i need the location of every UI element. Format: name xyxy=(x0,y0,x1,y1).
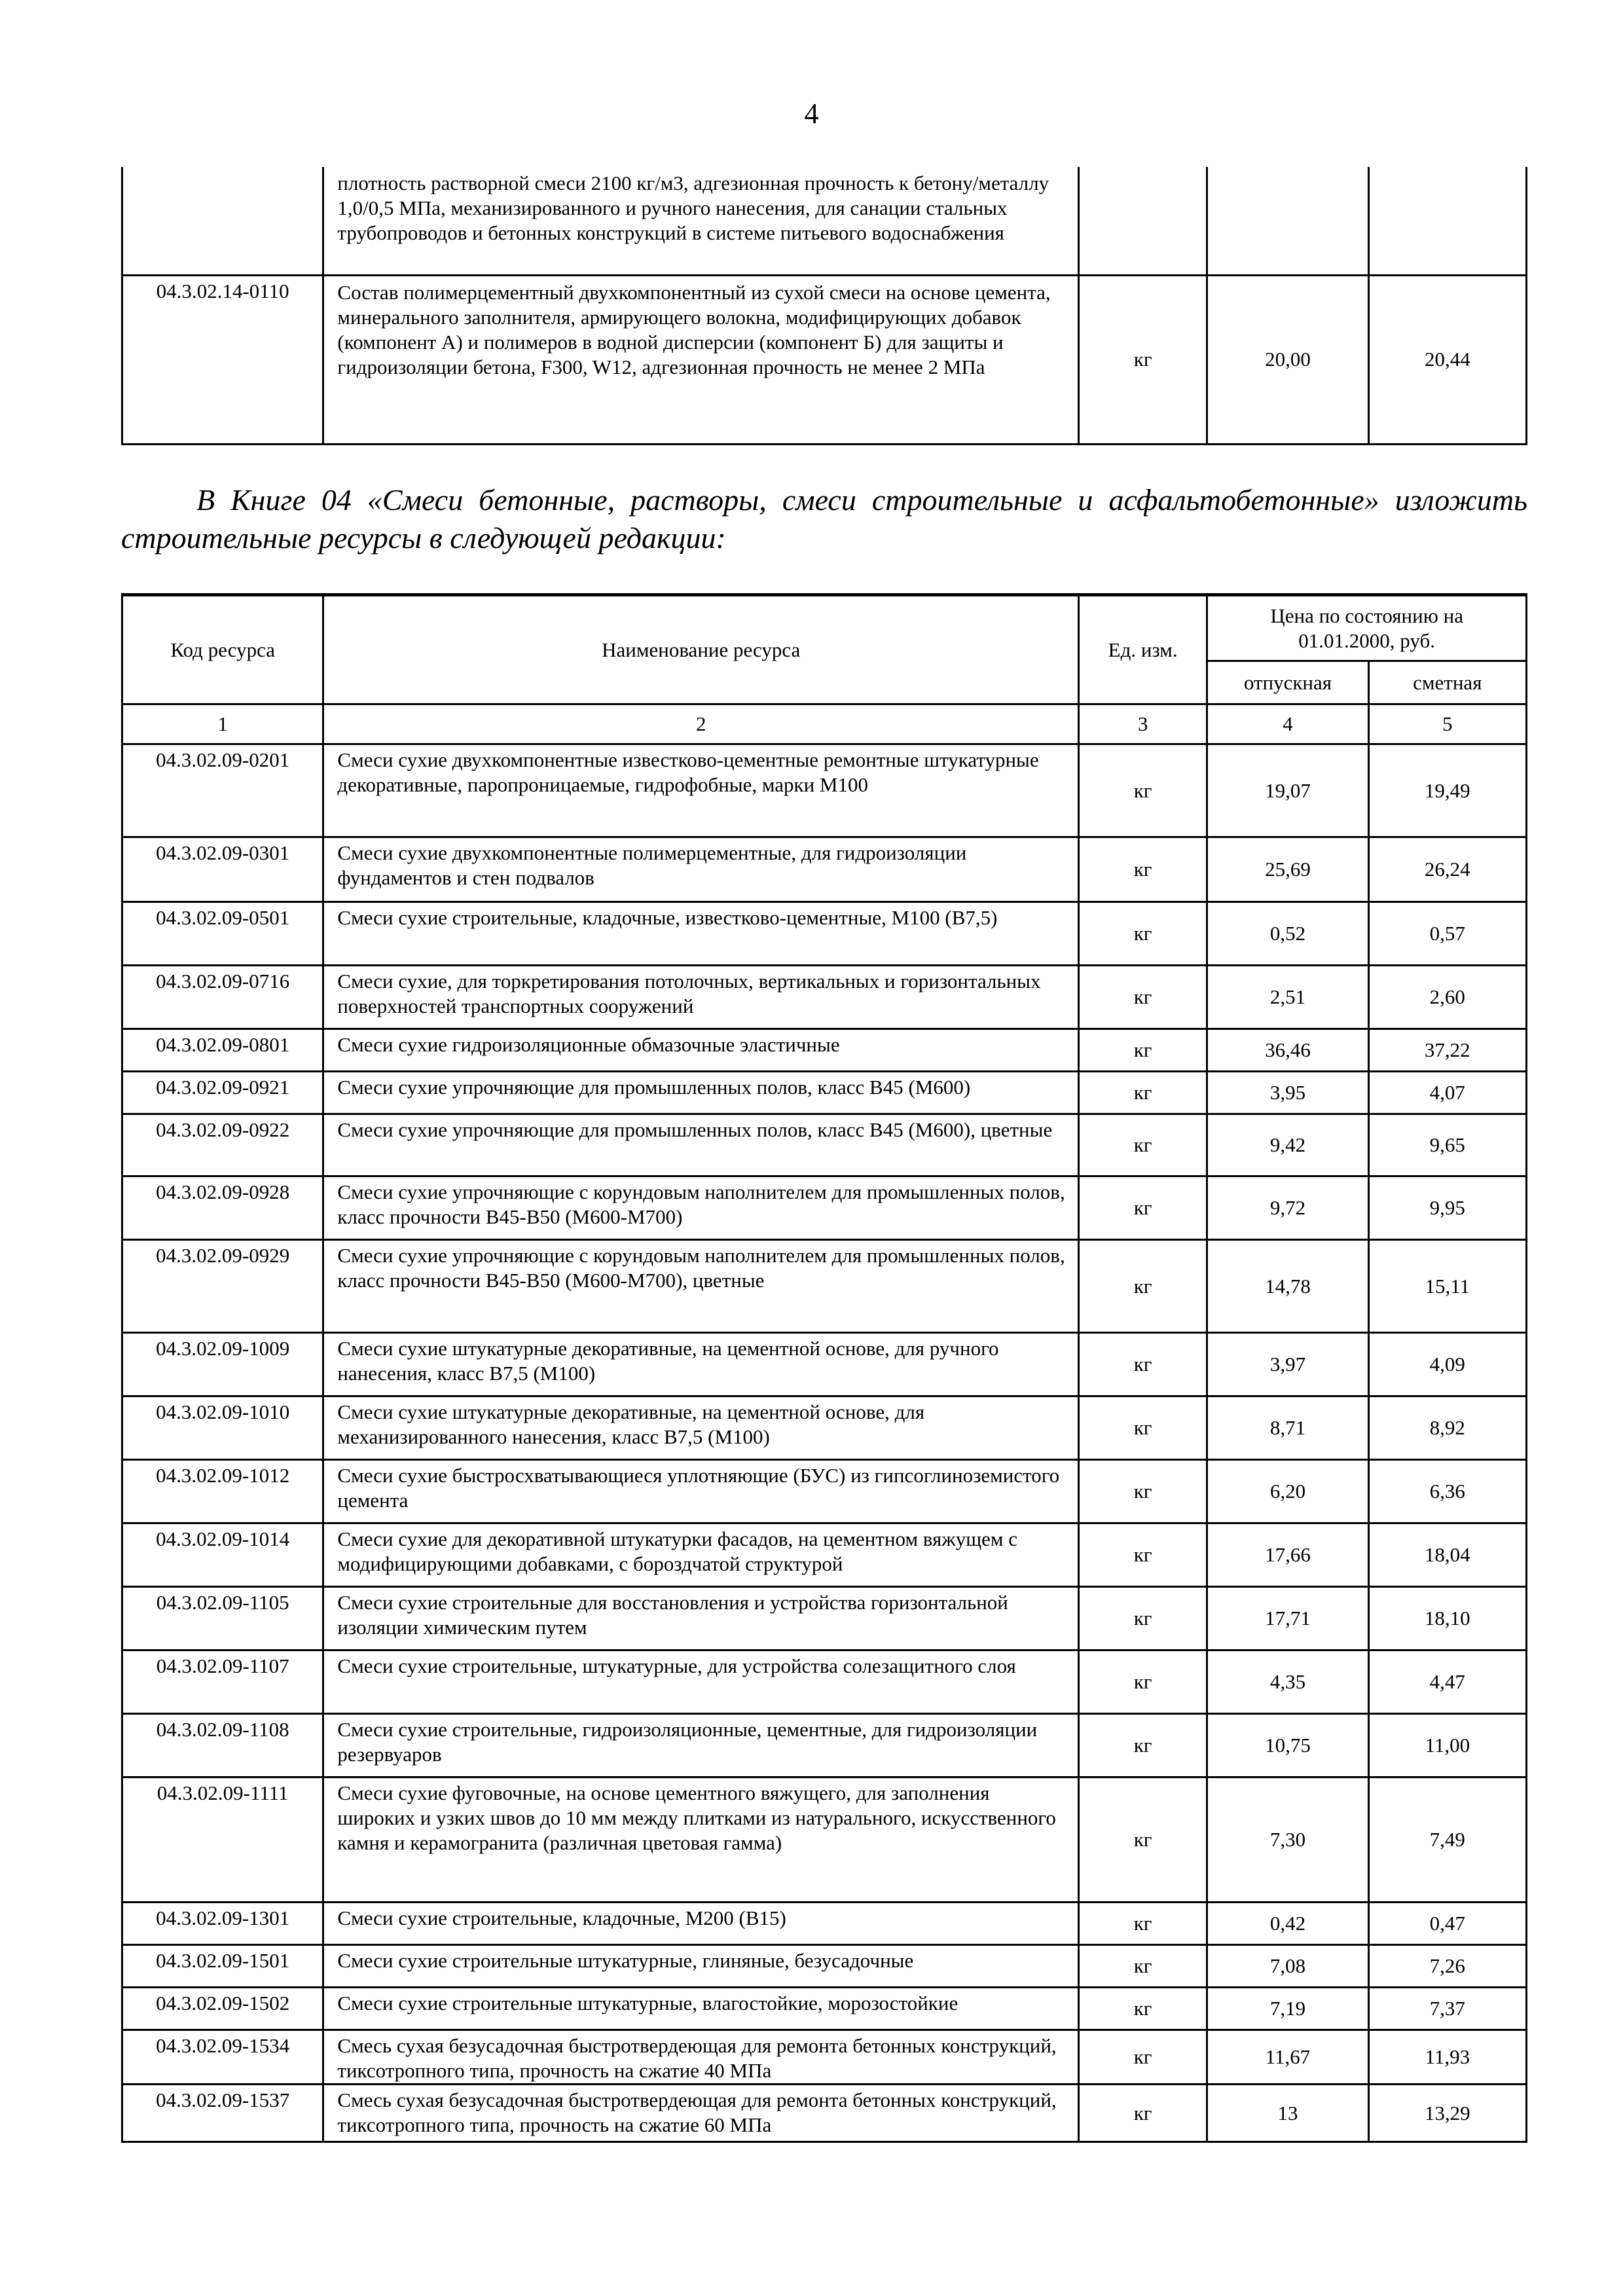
unit-of-measure: кг xyxy=(1079,1460,1207,1523)
unit-of-measure: кг xyxy=(1079,1650,1207,1714)
price-estimate: 11,00 xyxy=(1368,1714,1526,1777)
resource-code: 04.3.02.09-0928 xyxy=(122,1176,323,1240)
resource-code: 04.3.02.09-1537 xyxy=(122,2085,323,2142)
resource-code: 04.3.02.09-1301 xyxy=(122,1903,323,1945)
price-release: 36,46 xyxy=(1207,1029,1368,1072)
resource-name: Смеси сухие фуговочные, на основе цементного вяжущего, для заполнения широких и узких швов до 10 мм между плитками из натурального, искусственного камня и керамогранита (различная цветовая гамма) xyxy=(323,1777,1079,1903)
table-row xyxy=(122,1240,1527,1333)
price-release: 13 xyxy=(1207,2085,1368,2142)
resource-code: 04.3.02.09-1534 xyxy=(122,2030,323,2085)
table-row xyxy=(122,1777,1527,1903)
unit-of-measure: кг xyxy=(1079,1714,1207,1777)
price-estimate: 9,65 xyxy=(1368,1114,1526,1176)
price-release: 8,71 xyxy=(1207,1396,1368,1460)
resource-code: 04.3.02.09-1501 xyxy=(122,1945,323,1988)
price-estimate: 8,92 xyxy=(1368,1396,1526,1460)
resource-code: 04.3.02.09-1502 xyxy=(122,1988,323,2030)
table-row xyxy=(122,1029,1527,1072)
header-price-estimate: сметная xyxy=(1368,661,1526,704)
price-release: 10,75 xyxy=(1207,1714,1368,1777)
unit-of-measure: кг xyxy=(1079,1587,1207,1650)
column-number: 5 xyxy=(1368,704,1526,744)
unit-of-measure: кг xyxy=(1079,2030,1207,2085)
table-row xyxy=(122,1114,1527,1176)
resource-name: Смеси сухие гидроизоляционные обмазочные эластичные xyxy=(323,1029,1079,1072)
table-row xyxy=(122,1176,1527,1240)
resource-name: Смеси сухие, для торкретирования потолочных, вертикальных и горизонтальных поверхностей транспортных сооружений xyxy=(323,966,1079,1029)
continued-resource-table xyxy=(121,167,1527,445)
resource-name: Смеси сухие двухкомпонентные известково-цементные ремонтные штукатурные декоративные, паропроницаемые, гидрофобные, марки М100 xyxy=(323,744,1079,837)
table-row xyxy=(122,902,1527,966)
resource-code: 04.3.02.09-0301 xyxy=(122,837,323,902)
resource-name: Смесь сухая безусадочная быстротвердеющая для ремонта бетонных конструкций, тиксотропного типа, прочность на сжатие 40 МПа xyxy=(323,2030,1079,2085)
resource-name: Смеси сухие упрочняющие для промышленных полов, класс В45 (М600), цветные xyxy=(323,1114,1079,1176)
price-release: 17,71 xyxy=(1207,1587,1368,1650)
table-row xyxy=(122,1396,1527,1460)
resource-code: 04.3.02.09-1108 xyxy=(122,1714,323,1777)
price-release: 2,51 xyxy=(1207,966,1368,1029)
price-estimate: 0,47 xyxy=(1368,1903,1526,1945)
resource-code xyxy=(122,167,323,275)
table-row xyxy=(122,2085,1527,2142)
resource-name: Смеси сухие строительные штукатурные, глиняные, безусадочные xyxy=(323,1945,1079,1988)
unit-of-measure: кг xyxy=(1079,1240,1207,1333)
resource-name: Смеси сухие упрочняющие с корундовым наполнителем для промышленных полов, класс прочности В45-В50 (М600-М700), цветные xyxy=(323,1240,1079,1333)
table-row xyxy=(122,1945,1527,1988)
price-release: 14,78 xyxy=(1207,1240,1368,1333)
price-release: 17,66 xyxy=(1207,1523,1368,1587)
price-estimate: 7,37 xyxy=(1368,1988,1526,2030)
unit-of-measure: кг xyxy=(1079,837,1207,902)
amendment-instruction: В Книге 04 «Смеси бетонные, растворы, смеси строительные и асфальтобетонные» изложить строительные ресурсы в следующей редакции: xyxy=(121,483,1527,555)
unit-of-measure: кг xyxy=(1079,1333,1207,1396)
column-number: 1 xyxy=(122,704,323,744)
table-row xyxy=(122,1650,1527,1714)
resource-name: Смеси сухие строительные, кладочные, известково-цементные, М100 (В7,5) xyxy=(323,902,1079,966)
unit-of-measure: кг xyxy=(1079,1396,1207,1460)
resource-name: Состав полимерцементный двухкомпонентный из сухой смеси на основе цемента, минерального заполнителя, армирующего волокна, модифицирующих добавок (компонент А) и полимеров в водной дисперсии (компонент Б) для защиты и гидроизоляции бетона, F300, W12, адгезионная прочность не менее 2 МПа xyxy=(323,275,1079,444)
resource-code: 04.3.02.09-1009 xyxy=(122,1333,323,1396)
resource-code: 04.3.02.09-1014 xyxy=(122,1523,323,1587)
table-row xyxy=(122,1714,1527,1777)
table-body xyxy=(122,744,1527,2142)
table-row xyxy=(122,1988,1527,2030)
price-release xyxy=(1207,167,1368,275)
unit-of-measure: кг xyxy=(1079,1903,1207,1945)
unit-of-measure: кг xyxy=(1079,1777,1207,1903)
resource-name: плотность растворной смеси 2100 кг/м3, адгезионная прочность к бетону/металлу 1,0/0,5 МПа, механизированного и ручного нанесения, для санации стальных трубопроводов и бетонных конструкций в системе питьевого водоснабжения xyxy=(323,167,1079,275)
price-estimate: 20,44 xyxy=(1368,275,1526,444)
price-estimate: 18,04 xyxy=(1368,1523,1526,1587)
column-number: 3 xyxy=(1079,704,1207,744)
price-estimate: 19,49 xyxy=(1368,744,1526,837)
price-release: 19,07 xyxy=(1207,744,1368,837)
resource-code: 04.3.02.09-0929 xyxy=(122,1240,323,1333)
price-estimate: 18,10 xyxy=(1368,1587,1526,1650)
column-number: 2 xyxy=(323,704,1079,744)
price-estimate: 6,36 xyxy=(1368,1460,1526,1523)
resource-code: 04.3.02.09-0501 xyxy=(122,902,323,966)
header-unit: Ед. изм. xyxy=(1079,595,1207,704)
unit-of-measure xyxy=(1079,167,1207,275)
price-estimate: 13,29 xyxy=(1368,2085,1526,2142)
unit-of-measure: кг xyxy=(1079,1029,1207,1072)
resource-code: 04.3.02.09-0922 xyxy=(122,1114,323,1176)
unit-of-measure: кг xyxy=(1079,1945,1207,1988)
table-row xyxy=(122,1587,1527,1650)
price-release: 3,97 xyxy=(1207,1333,1368,1396)
price-release: 20,00 xyxy=(1207,275,1368,444)
table-row xyxy=(122,2030,1527,2085)
price-estimate: 26,24 xyxy=(1368,837,1526,902)
price-release: 9,72 xyxy=(1207,1176,1368,1240)
price-release: 7,30 xyxy=(1207,1777,1368,1903)
table-row xyxy=(122,744,1527,837)
resource-code: 04.3.02.09-1105 xyxy=(122,1587,323,1650)
table-row xyxy=(122,275,1527,444)
unit-of-measure: кг xyxy=(1079,275,1207,444)
column-number-row xyxy=(122,704,1527,744)
resource-name: Смеси сухие упрочняющие для промышленных полов, класс В45 (М600) xyxy=(323,1072,1079,1114)
unit-of-measure: кг xyxy=(1079,1523,1207,1587)
resource-name: Смеси сухие двухкомпонентные полимерцементные, для гидроизоляции фундаментов и стен подвалов xyxy=(323,837,1079,902)
resource-name: Смеси сухие быстросхватывающиеся уплотняющие (БУС) из гипсоглиноземистого цемента xyxy=(323,1460,1079,1523)
unit-of-measure: кг xyxy=(1079,1988,1207,2030)
unit-of-measure: кг xyxy=(1079,2085,1207,2142)
header-price-release: отпускная xyxy=(1207,661,1368,704)
resource-name: Смеси сухие строительные, гидроизоляционные, цементные, для гидроизоляции резервуаров xyxy=(323,1714,1079,1777)
continued-table-body xyxy=(122,167,1527,444)
header-name: Наименование ресурса xyxy=(323,595,1079,704)
resource-code: 04.3.02.09-1010 xyxy=(122,1396,323,1460)
unit-of-measure: кг xyxy=(1079,1176,1207,1240)
resource-code: 04.3.02.09-1012 xyxy=(122,1460,323,1523)
price-estimate: 9,95 xyxy=(1368,1176,1526,1240)
price-estimate: 2,60 xyxy=(1368,966,1526,1029)
resource-name: Смеси сухие штукатурные декоративные, на цементной основе, для ручного нанесения, класс В7,5 (М100) xyxy=(323,1333,1079,1396)
resource-name: Смеси сухие штукатурные декоративные, на цементной основе, для механизированного нанесения, класс В7,5 (М100) xyxy=(323,1396,1079,1460)
price-estimate: 4,07 xyxy=(1368,1072,1526,1114)
resource-name: Смеси сухие строительные штукатурные, влагостойкие, морозостойкие xyxy=(323,1988,1079,2030)
resource-name: Смеси сухие упрочняющие с корундовым наполнителем для промышленных полов, класс прочности В45-В50 (М600-М700) xyxy=(323,1176,1079,1240)
price-estimate: 4,47 xyxy=(1368,1650,1526,1714)
table-row xyxy=(122,1460,1527,1523)
table-row xyxy=(122,1072,1527,1114)
price-estimate: 7,49 xyxy=(1368,1777,1526,1903)
page-number: 4 xyxy=(804,98,819,130)
unit-of-measure: кг xyxy=(1079,1114,1207,1176)
resource-code: 04.3.02.14-0110 xyxy=(122,275,323,444)
price-release: 7,19 xyxy=(1207,1988,1368,2030)
resource-name: Смеси сухие строительные, кладочные, М200 (В15) xyxy=(323,1903,1079,1945)
resource-code: 04.3.02.09-0716 xyxy=(122,966,323,1029)
resource-name: Смеси сухие строительные, штукатурные, для устройства солезащитного слоя xyxy=(323,1650,1079,1714)
table-header xyxy=(122,595,1527,744)
unit-of-measure: кг xyxy=(1079,1072,1207,1114)
table-row xyxy=(122,1333,1527,1396)
resource-name: Смеси сухие строительные для восстановления и устройства горизонтальной изоляции химическим путем xyxy=(323,1587,1079,1650)
price-release: 11,67 xyxy=(1207,2030,1368,2085)
price-release: 7,08 xyxy=(1207,1945,1368,1988)
header-price-group: Цена по состоянию на 01.01.2000, руб. xyxy=(1207,595,1527,661)
header-code: Код ресурса xyxy=(122,595,323,704)
table-row xyxy=(122,966,1527,1029)
resource-code: 04.3.02.09-0921 xyxy=(122,1072,323,1114)
price-release: 0,52 xyxy=(1207,902,1368,966)
unit-of-measure: кг xyxy=(1079,902,1207,966)
price-release: 9,42 xyxy=(1207,1114,1368,1176)
price-release: 3,95 xyxy=(1207,1072,1368,1114)
price-release: 0,42 xyxy=(1207,1903,1368,1945)
resource-name: Смесь сухая безусадочная быстротвердеющая для ремонта бетонных конструкций, тиксотропного типа, прочность на сжатие 60 МПа xyxy=(323,2085,1079,2142)
unit-of-measure: кг xyxy=(1079,966,1207,1029)
price-estimate: 15,11 xyxy=(1368,1240,1526,1333)
resource-code: 04.3.02.09-1111 xyxy=(122,1777,323,1903)
price-estimate: 0,57 xyxy=(1368,902,1526,966)
table-row xyxy=(122,167,1527,275)
price-release: 6,20 xyxy=(1207,1460,1368,1523)
price-estimate xyxy=(1368,167,1526,275)
table-row xyxy=(122,1523,1527,1587)
price-release: 25,69 xyxy=(1207,837,1368,902)
price-release: 4,35 xyxy=(1207,1650,1368,1714)
price-estimate: 11,93 xyxy=(1368,2030,1526,2085)
price-estimate: 37,22 xyxy=(1368,1029,1526,1072)
resource-name: Смеси сухие для декоративной штукатурки фасадов, на цементном вяжущем с модифицирующими добавками, с бороздчатой структурой xyxy=(323,1523,1079,1587)
column-number: 4 xyxy=(1207,704,1368,744)
unit-of-measure: кг xyxy=(1079,744,1207,837)
resource-code: 04.3.02.09-0201 xyxy=(122,744,323,837)
resource-code: 04.3.02.09-0801 xyxy=(122,1029,323,1072)
table-row xyxy=(122,837,1527,902)
resource-code: 04.3.02.09-1107 xyxy=(122,1650,323,1714)
resource-price-table xyxy=(121,593,1527,2143)
price-estimate: 4,09 xyxy=(1368,1333,1526,1396)
table-row xyxy=(122,1903,1527,1945)
price-estimate: 7,26 xyxy=(1368,1945,1526,1988)
